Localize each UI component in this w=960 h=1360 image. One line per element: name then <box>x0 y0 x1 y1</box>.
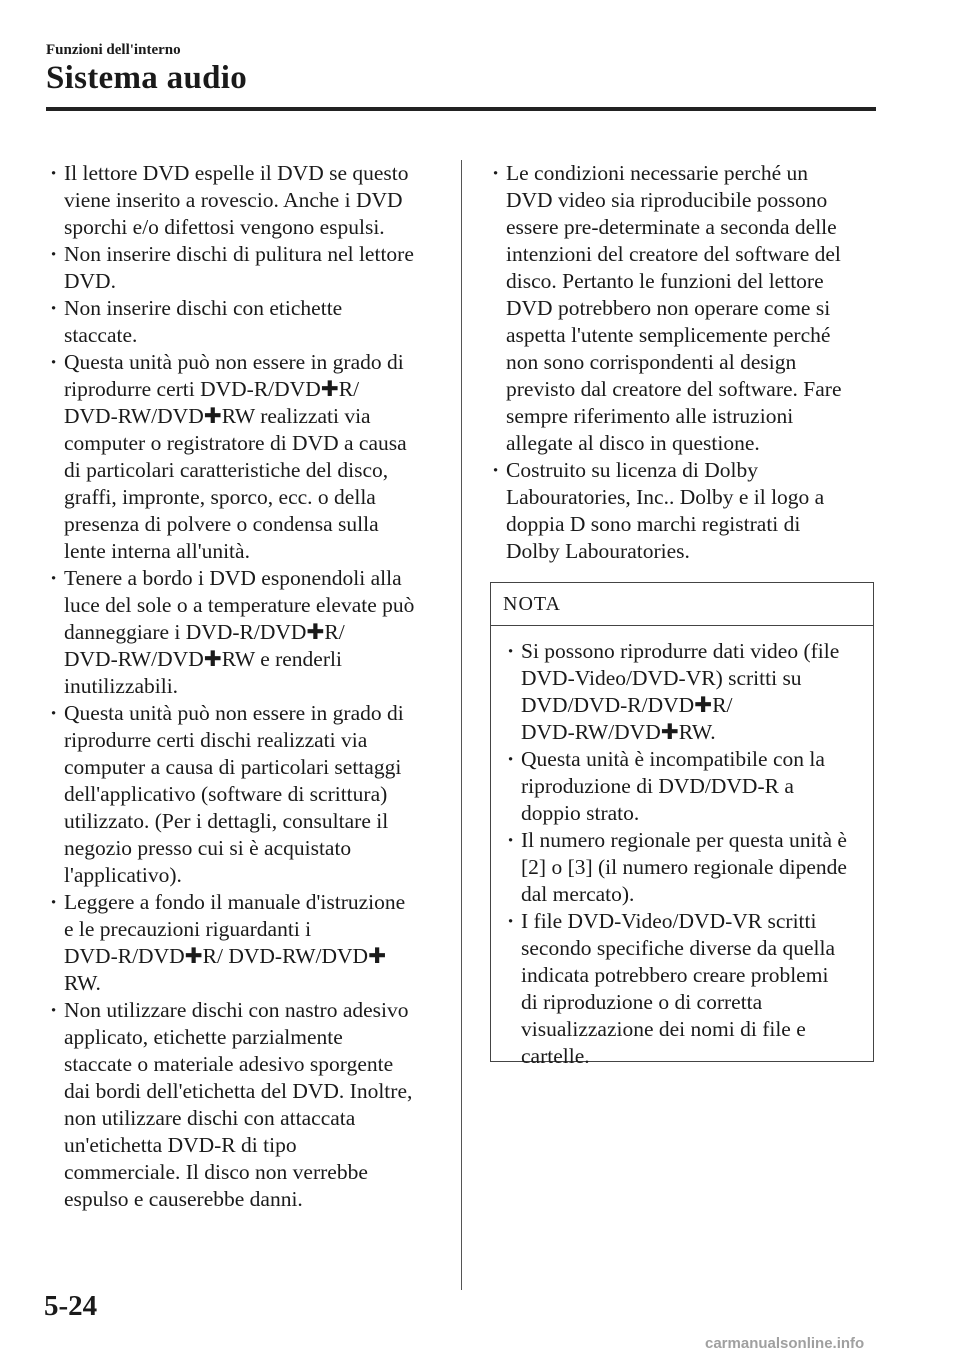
bullet-line: non sono corrispondenti al design <box>506 350 797 374</box>
bullet-line: inutilizzabili. <box>64 674 179 698</box>
bullet-line: DVD-RW/DVD✚RW e renderli <box>64 647 342 671</box>
bullet-line: secondo specifiche diverse da quella <box>521 936 836 960</box>
bullet-line: graffi, impronte, sporco, ecc. o della <box>64 485 376 509</box>
bullet-line: sempre riferimento alle istruzioni <box>506 404 794 428</box>
bullet-line: dai bordi dell'etichetta del DVD. Inoltre, <box>64 1079 413 1103</box>
bullet-line: danneggiare i DVD-R/DVD✚R/ <box>64 620 345 644</box>
column-divider <box>461 160 462 1290</box>
page-title: Sistema audio <box>46 60 248 96</box>
bullet-line: essere pre-determinate a seconda delle <box>506 215 837 239</box>
bullet-line: DVD-RW/DVD✚RW. <box>521 720 716 744</box>
bullet-line: di riproduzione o di corretta <box>521 990 763 1014</box>
bullet-line: negozio presso cui si è acquistato <box>64 836 352 860</box>
bullet-line: e le precauzioni riguardanti i <box>64 917 312 941</box>
bullet-line: Questa unità può non essere in grado di <box>64 350 404 374</box>
bullet-line: Labouratories, Inc.. Dolby e il logo a <box>506 485 825 509</box>
bullet-line: I file DVD-Video/DVD-VR scritti <box>521 909 817 933</box>
left-column <box>48 160 440 1213</box>
bullet-line: riprodurre certi DVD-R/DVD✚R/ <box>64 377 360 401</box>
bullet-line: Le condizioni necessarie perché un <box>506 161 809 185</box>
bullet-line: viene inserito a rovescio. Anche i DVD <box>64 188 403 212</box>
bullet-line: Leggere a fondo il manuale d'istruzione <box>64 890 406 914</box>
bullet-line: intenzioni del creatore del software del <box>506 242 841 266</box>
bullet-line: luce del sole o a temperature elevate può <box>64 593 415 617</box>
note-list <box>491 626 873 1070</box>
watermark: carmanualsonline.info <box>705 1335 865 1352</box>
bullet-item <box>48 241 440 295</box>
bullet-line: presenza di polvere o condensa sulla <box>64 512 379 536</box>
bullet-line: Si possono riprodurre dati video (file <box>521 639 840 663</box>
bullet-line: Questa unità è incompatibile con la <box>521 747 825 771</box>
bullet-line: Il lettore DVD espelle il DVD se questo <box>64 161 409 185</box>
bullet-line: DVD-Video/DVD-VR) scritti su <box>521 666 802 690</box>
bullet-line: sporchi e/o difettosi vengono espulsi. <box>64 215 385 239</box>
bullet-line: commerciale. Il disco non verrebbe <box>64 1160 368 1184</box>
bullet-line: disco. Pertanto le funzioni del lettore <box>506 269 824 293</box>
bullet-item <box>48 565 440 700</box>
bullet-line: riproduzione di DVD/DVD-R a <box>521 774 794 798</box>
bullet-line: doppio strato. <box>521 801 640 825</box>
right-column <box>490 160 874 565</box>
bullet-item <box>48 160 440 241</box>
bullet-line: Questa unità può non essere in grado di <box>64 701 404 725</box>
title-rule <box>46 107 876 111</box>
bullet-item <box>490 160 874 457</box>
bullet-line: DVD/DVD-R/DVD✚R/ <box>521 693 733 717</box>
bullet-item <box>48 295 440 349</box>
bullet-line: visualizzazione dei nomi di file e <box>521 1017 806 1041</box>
bullet-line: computer a causa di particolari settaggi <box>64 755 402 779</box>
bullet-item <box>505 827 865 908</box>
bullet-line: DVD video sia riproducibile possono <box>506 188 828 212</box>
bullet-line: DVD potrebbero non operare come si <box>506 296 831 320</box>
bullet-line: dal mercato). <box>521 882 635 906</box>
bullet-line: dell'applicativo (software di scrittura) <box>64 782 388 806</box>
bullet-line: lente interna all'unità. <box>64 539 250 563</box>
bullet-line: Non utilizzare dischi con nastro adesivo <box>64 998 409 1022</box>
bullet-line: un'etichetta DVD-R di tipo <box>64 1133 297 1157</box>
bullet-line: staccate o materiale adesivo sporgente <box>64 1052 394 1076</box>
bullet-line: Non inserire dischi di pulitura nel lettore <box>64 242 414 266</box>
page-number: 5-24 <box>44 1290 98 1322</box>
bullet-line: l'applicativo). <box>64 863 182 887</box>
bullet-item <box>48 889 440 997</box>
bullet-line: non utilizzare dischi con attaccata <box>64 1106 356 1130</box>
bullet-line: Dolby Labouratories. <box>506 539 690 563</box>
bullet-line: Non inserire dischi con etichette <box>64 296 343 320</box>
bullet-line: DVD-R/DVD✚R/ DVD-RW/DVD✚ <box>64 944 387 968</box>
bullet-line: indicata potrebbero creare problemi <box>521 963 829 987</box>
bullet-line: riprodurre certi dischi realizzati via <box>64 728 368 752</box>
bullet-item <box>48 700 440 889</box>
bullet-line: applicato, etichette parzialmente <box>64 1025 343 1049</box>
bullet-line: di particolari caratteristiche del disco, <box>64 458 389 482</box>
section-label: Funzioni dell'interno <box>46 42 181 58</box>
bullet-item <box>48 349 440 565</box>
bullet-line: Il numero regionale per questa unità è <box>521 828 847 852</box>
bullet-line: aspetta l'utente semplicemente perché <box>506 323 831 347</box>
bullet-line: DVD-RW/DVD✚RW realizzati via <box>64 404 371 428</box>
bullet-item <box>490 457 874 565</box>
bullet-line: allegate al disco in questione. <box>506 431 760 455</box>
bullet-line: doppia D sono marchi registrati di <box>506 512 801 536</box>
bullet-line: cartelle. <box>521 1044 590 1068</box>
bullet-line: utilizzato. (Per i dettagli, consultare il <box>64 809 389 833</box>
bullet-line: Costruito su licenza di Dolby <box>506 458 758 482</box>
bullet-line: [2] o [3] (il numero regionale dipende <box>521 855 847 879</box>
bullet-line: staccate. <box>64 323 138 347</box>
bullet-line: espulso e causerebbe danni. <box>64 1187 303 1211</box>
note-box <box>490 582 874 1068</box>
bullet-line: computer o registratore di DVD a causa <box>64 431 407 455</box>
bullet-line: previsto dal creatore del software. Fare <box>506 377 842 401</box>
bullet-item <box>505 746 865 827</box>
bullet-item <box>505 908 865 1070</box>
bullet-line: RW. <box>64 971 101 995</box>
bullet-item <box>505 638 865 746</box>
bullet-line: Tenere a bordo i DVD esponendoli alla <box>64 566 402 590</box>
note-title: NOTA <box>491 583 873 626</box>
bullet-item <box>48 997 440 1213</box>
bullet-line: DVD. <box>64 269 116 293</box>
